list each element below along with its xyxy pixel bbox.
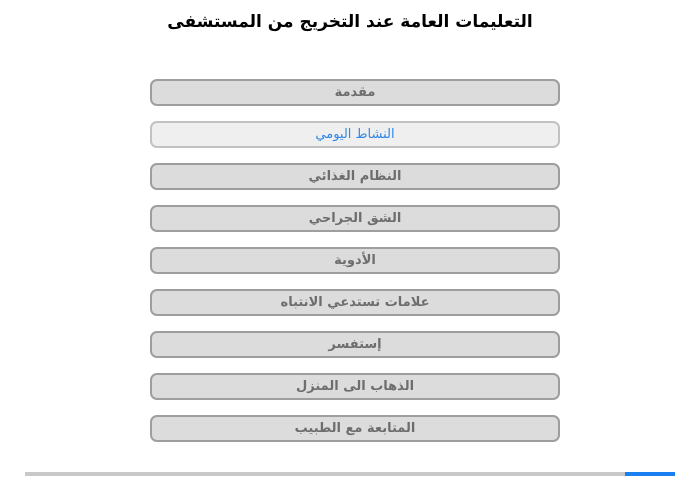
menu-button-surgical-wound[interactable]: الشق الجراحي (150, 205, 560, 232)
menu-button-diet[interactable]: النظام الغذائي (150, 163, 560, 190)
menu-button-warning-signs[interactable]: علامات تستدعي الانتباه (150, 289, 560, 316)
menu-button-doctor-follow-up[interactable]: المتابعة مع الطبيب (150, 415, 560, 442)
menu-button-medications[interactable]: الأدوية (150, 247, 560, 274)
menu-button-inquire[interactable]: إستفسر (150, 331, 560, 358)
menu-button-introduction[interactable]: مقدمة (150, 79, 560, 106)
progress-bar (25, 472, 675, 476)
progress-bar-fill (625, 472, 675, 476)
menu-button-going-home[interactable]: الذهاب الى المنزل (150, 373, 560, 400)
page-title: التعليمات العامة عند التخريج من المستشفى (167, 12, 533, 32)
menu-button-daily-activity[interactable]: النشاط اليومي (150, 121, 560, 148)
section-menu (150, 79, 560, 457)
